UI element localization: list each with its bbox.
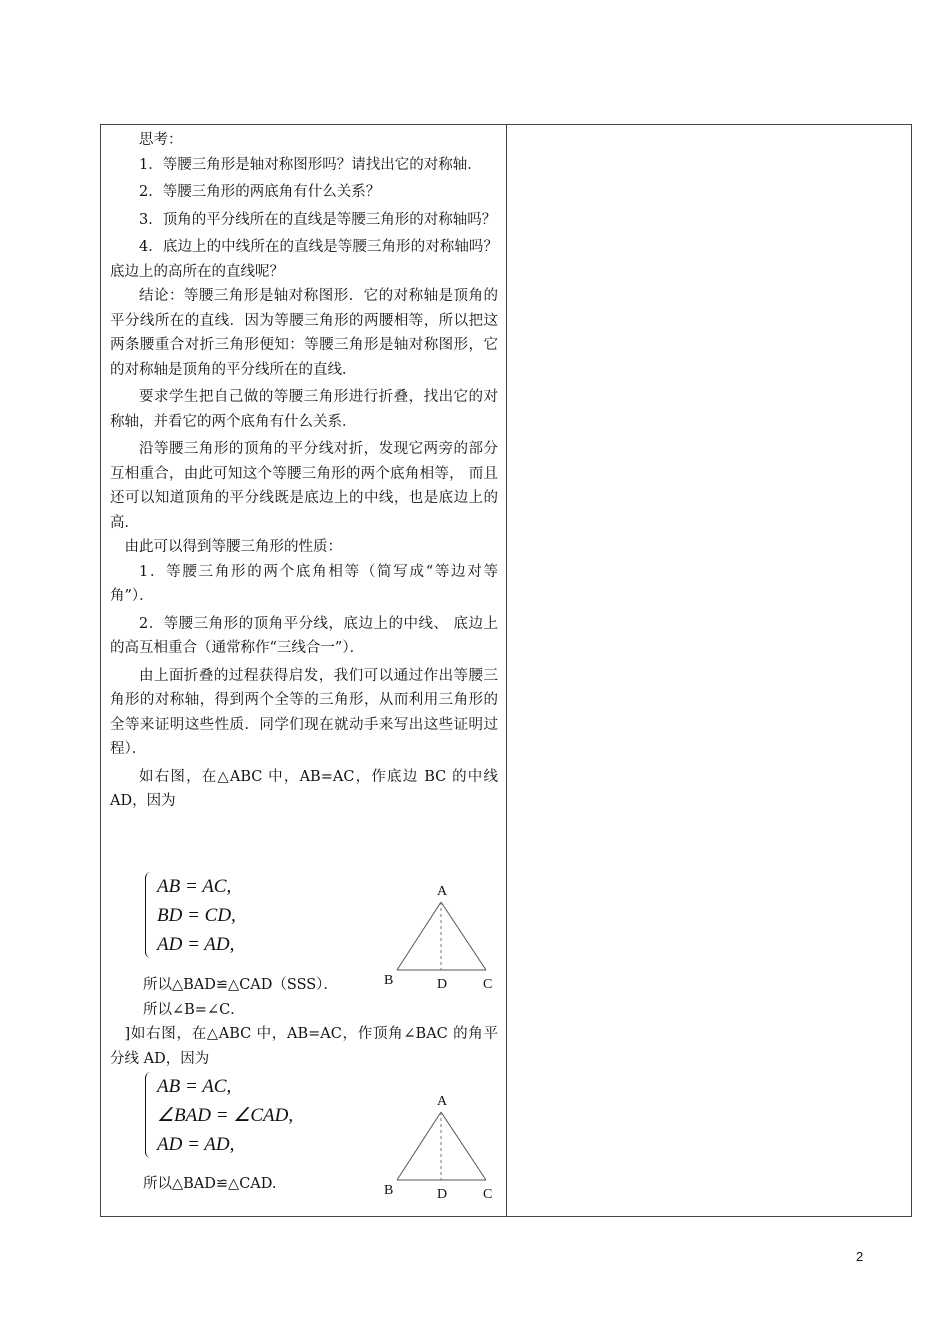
- vertex-b-label: B: [384, 973, 394, 988]
- fold-instruction: 要求学生把自己做的等腰三角形进行折叠，找出它的对称轴，并看它的两个底角有什么关系．: [110, 389, 498, 430]
- equation: AB = AC,: [157, 876, 232, 897]
- side-ac: [441, 1112, 486, 1180]
- equation: AD = AD,: [157, 934, 235, 955]
- properties-intro: 由此可以得到等腰三角形的性质：: [124, 539, 342, 555]
- proof-motivation: 由上面折叠的过程获得启发，我们可以通过作出等腰三角形的对称轴，得到两个全等的三角形，从而利用三角形的全等来证明这些性质．同学们现在就动手来写出这些证明过程）．: [110, 667, 498, 757]
- left-column: [110, 128, 498, 814]
- vertex-a-label: A: [437, 1094, 448, 1109]
- proof1-angle-result: 所以∠B=∠C．: [143, 1002, 245, 1018]
- equation: AD = AD,: [157, 1134, 235, 1155]
- vertex-b-label: B: [384, 1183, 394, 1198]
- side-ac: [441, 902, 486, 970]
- column-divider: [506, 124, 507, 1217]
- vertex-d-label: D: [437, 977, 448, 992]
- vertex-d-label: D: [437, 1187, 448, 1202]
- side-ab: [397, 902, 441, 970]
- equation: AB = AC,: [157, 1076, 232, 1097]
- question-3: 3．顶角的平分线所在的直线是等腰三角形的对称轴吗？: [139, 211, 497, 228]
- proof1-equations: [157, 872, 236, 959]
- question-2: 2．等腰三角形的两底角有什么关系？: [139, 184, 381, 200]
- vertex-c-label: C: [483, 1187, 493, 1202]
- think-heading: 思考：: [139, 132, 183, 148]
- brace-symbol: [145, 1072, 154, 1158]
- equation: ∠BAD = ∠CAD,: [157, 1105, 294, 1126]
- page-number: 2: [856, 1249, 864, 1264]
- question-4: 4．底边上的中线所在的直线是等腰三角形的对称轴吗？ 底边上的高所在的直线呢？: [110, 239, 498, 280]
- fold-result: 沿等腰三角形的顶角的平分线对折，发现它两旁的部分互相重合，由此可知这个等腰三角形的两个底角相等， 而且还可以知道顶角的平分线既是底边上的中线，也是底边上的高．: [110, 441, 498, 531]
- proof1-setup: 如右图，在△ABC 中，AB=AC，作底边 BC 的中线 AD，因为: [110, 768, 498, 809]
- property-1: 1．等腰三角形的两个底角相等（简写成“等边对等角”）．: [110, 563, 498, 604]
- equation: BD = CD,: [157, 905, 236, 926]
- proof1-conclusion: 所以△BAD≌△CAD（SSS）．: [143, 977, 338, 993]
- question-1: 1．等腰三角形是轴对称图形吗？请找出它的对称轴．: [139, 156, 482, 173]
- side-ab: [397, 1112, 441, 1180]
- proof2-equations: [157, 1072, 293, 1159]
- vertex-c-label: C: [483, 977, 493, 992]
- proof2-setup: ]如右图，在△ABC 中，AB=AC，作顶角∠BAC 的角平分线 AD，因为: [110, 1026, 498, 1067]
- property-2: 2．等腰三角形的顶角平分线，底边上的中线、 底边上的高互相重合（通常称作“三线合一”）．: [110, 615, 498, 656]
- vertex-a-label: A: [437, 884, 448, 899]
- conclusion-paragraph: 结论：等腰三角形是轴对称图形．它的对称轴是顶角的平分线所在的直线．因为等腰三角形的两腰相等，所以把这两条腰重合对折三角形便知：等腰三角形是轴对称图形，它的对称轴是顶角的平分线所在的直线．: [110, 288, 498, 378]
- proof2-setup-block: [110, 1022, 498, 1071]
- brace-symbol: [145, 872, 154, 958]
- proof2-conclusion: 所以△BAD≌△CAD.: [143, 1176, 277, 1192]
